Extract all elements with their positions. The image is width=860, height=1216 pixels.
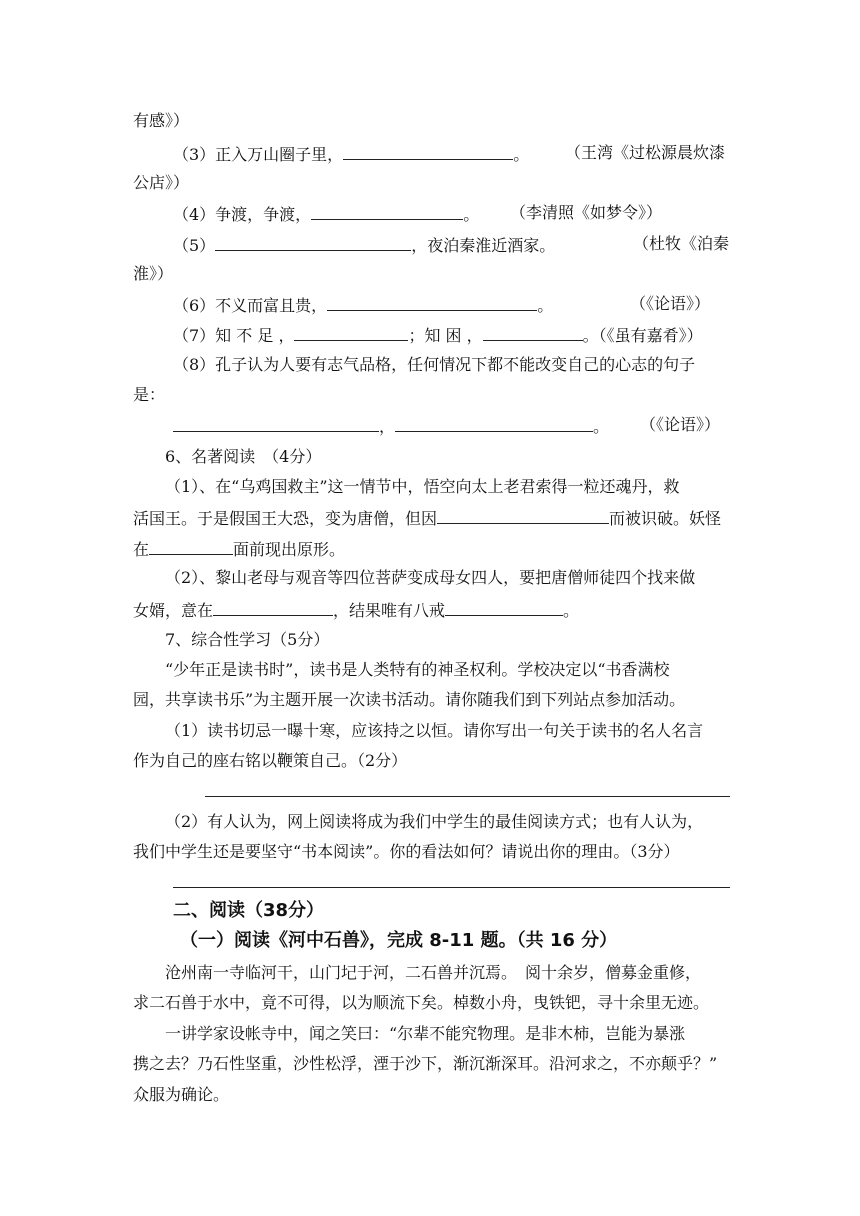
passage-p2-line3: 众服为确论。 <box>133 1085 230 1104</box>
q7-intro-line2: 园，共享读书乐”为主题开展一次读书活动。请你随我们到下列站点参加活动。 <box>133 690 686 709</box>
answer-blank[interactable] <box>215 233 411 251</box>
subsection-title: （一）阅读《河中石兽》，完成 8-11 题。（共 16 分） <box>180 930 618 951</box>
answer-blank[interactable] <box>437 506 609 524</box>
answer-blank[interactable] <box>395 414 593 432</box>
q7-title: 7、综合性学习（5分） <box>165 630 330 649</box>
q5-line-continued: 有感》） <box>133 111 190 130</box>
q5-item-6: （6）不义而富且贵， 。 <box>173 293 553 317</box>
q5-item-5-source-cont: 淮》） <box>133 264 174 283</box>
q7-p1-line1: （1）读书切忌一曝十寒，应该持之以恒。请你写出一句关于读书的名人名言 <box>165 721 704 740</box>
q5-item-5-source: （杜牧《泊秦 <box>633 234 730 253</box>
q7-p2-line1: （2）有人认为，网上阅读将成为我们中学生的最佳阅读方式；也有人认为， <box>165 812 704 831</box>
q5-item-3-source-cont: 公店》） <box>133 173 190 192</box>
answer-blank[interactable] <box>173 414 379 432</box>
q6-p1-line1: （1）、在“乌鸡国救主”这一情节中，悟空向太上老君索得一粒还魂丹，救 <box>165 477 680 496</box>
q5-item-4: （4）争渡，争渡， 。 <box>173 202 479 226</box>
q6-p2-line1: （2）、黎山老母与观音等四位菩萨变成母女四人，要把唐僧师徒四个找来做 <box>165 568 696 587</box>
answer-line[interactable] <box>173 887 730 888</box>
q5-item-3-source: （王湾《过松源晨炊漆 <box>565 143 726 162</box>
q5-item-6-source: （《论语》） <box>630 294 711 313</box>
answer-blank[interactable] <box>483 323 583 341</box>
answer-blank[interactable] <box>294 323 408 341</box>
q6-p1-line3: 在 面前现出原形。 <box>133 537 345 561</box>
answer-blank[interactable] <box>149 537 233 555</box>
q5-item-7: （7）知 不 足 ， ；知 困 ， 。（《虽有嘉肴》） <box>173 323 703 347</box>
answer-line[interactable] <box>205 796 730 797</box>
passage-p1-line1: 沧州南一寺临河干，山门圮于河，二石兽并沉焉。 阅十余岁，僧募金重修， <box>165 963 702 982</box>
q5-item-8-cont: 是： <box>133 385 166 404</box>
q5-item-5: （5） ，夜泊秦淮近酒家。 <box>173 233 555 257</box>
q7-intro-line1: “少年正是读书时”，读书是人类特有的神圣权利。学校决定以“书香满校 <box>165 660 670 679</box>
q5-item-8: （8）孔子认为人要有志气品格，任何情况下都不能改变自己的心志的句子 <box>173 355 696 374</box>
passage-p2-line2: 携之去？乃石性坚重，沙性松浮，湮于沙下，渐沉渐深耳。沿河求之，不亦颠乎？” <box>133 1054 718 1073</box>
q5-item-4-source: （李清照《如梦令》） <box>510 203 663 222</box>
q6-p1-line2: 活国王。于是假国王大恐，变为唐僧，但因 而被识破。妖怪 <box>133 506 721 530</box>
answer-blank[interactable] <box>343 142 513 160</box>
answer-blank[interactable] <box>445 598 563 616</box>
q5-item-8-answer: ， 。 <box>173 414 609 438</box>
q7-p1-line2: 作为自己的座右铭以鞭策自己。（2分） <box>133 751 408 770</box>
passage-p2-line1: 一讲学家设帐寺中，闻之笑曰：“尔辈不能究物理。是非木柿，岂能为暴涨 <box>165 1024 686 1043</box>
answer-blank[interactable] <box>311 202 463 220</box>
q5-item-3: （3）正入万山圈子里， 。 <box>173 142 529 166</box>
answer-blank[interactable] <box>327 293 537 311</box>
passage-p1-line2: 求二石兽于水中，竟不可得，以为顺流下矣。棹数小舟，曳铁钯，寻十余里无迹。 <box>133 993 710 1012</box>
q7-p2-line2: 我们中学生还是要坚守“书本阅读”。你的看法如何？请说出你的理由。（3分） <box>133 842 680 861</box>
section-title: 二、阅读（38分） <box>173 900 325 921</box>
q6-p2-line2: 女婿，意在 ，结果唯有八戒 。 <box>133 598 579 622</box>
q6-title: 6、名著阅读 （4分） <box>165 447 322 466</box>
q5-item-8-source: （《论语》） <box>640 415 721 434</box>
answer-blank[interactable] <box>213 598 333 616</box>
